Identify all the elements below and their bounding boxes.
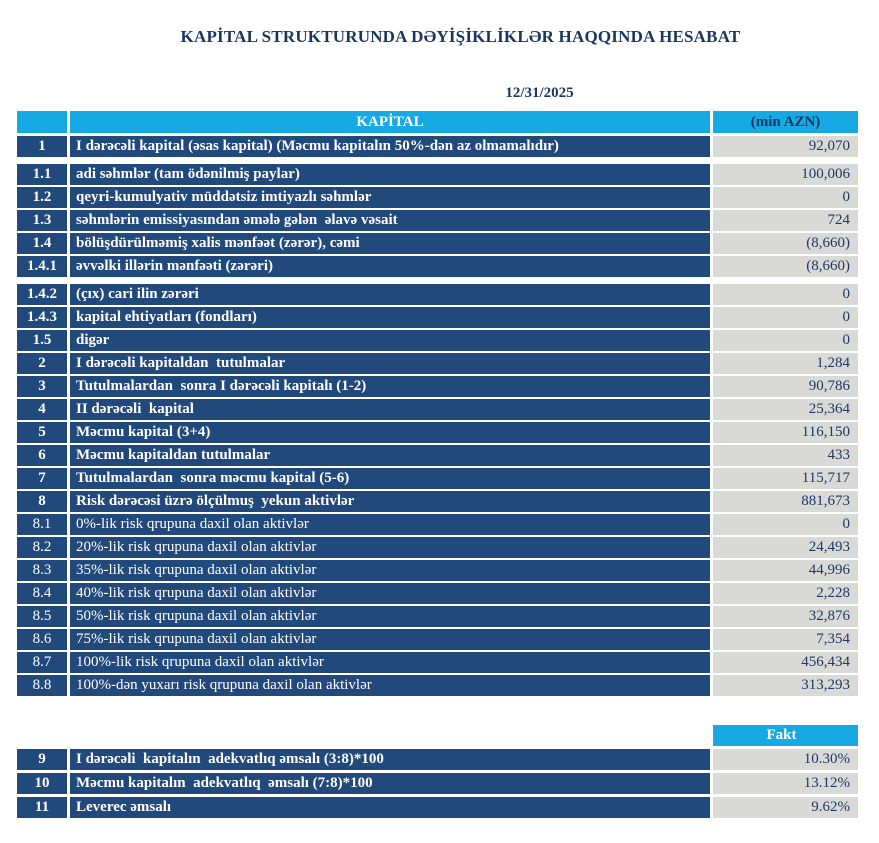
table-row [17,136,858,157]
row-number: 1.5 [17,330,67,351]
row-value: 433 [713,445,858,466]
row-value: 24,493 [713,537,858,558]
row-value: 100,006 [713,164,858,185]
table-row [17,652,858,673]
row-number: 8.7 [17,652,67,673]
table-row [17,256,858,277]
row-label: qeyri-kumulyativ müddətsiz imtiyazlı səhmlər [70,187,710,208]
row-number: 1.4 [17,233,67,254]
row-number: 2 [17,353,67,374]
row-number: 1.4.1 [17,256,67,277]
row-number: 9 [17,749,67,770]
capital-table [17,111,858,696]
row-label: (çıx) cari ilin zərəri [70,284,710,305]
row-number: 1 [17,136,67,157]
table-row [17,187,858,208]
row-label: Məcmu kapital (3+4) [70,422,710,443]
row-number: 1.3 [17,210,67,231]
row-value: 2,228 [713,583,858,604]
row-value: 32,876 [713,606,858,627]
table-row [17,491,858,512]
row-number: 4 [17,399,67,420]
table-row [17,675,858,696]
capital-table-body [17,136,858,696]
table-row [17,307,858,328]
header-number-cell [17,111,67,133]
row-number: 8.3 [17,560,67,581]
table-row [17,233,858,254]
row-label: Məcmu kapitaldan tutulmalar [70,445,710,466]
table-row [17,210,858,231]
fakt-header-row [17,725,858,746]
fakt-header-cell: Fakt [713,725,858,746]
table-row [17,353,858,374]
row-number: 1.4.3 [17,307,67,328]
row-label: səhmlərin emissiyasından əmələ gələn əlavə vəsait [70,210,710,231]
row-number: 8 [17,491,67,512]
row-value: 90,786 [713,376,858,397]
row-label: II dərəcəli kapital [70,399,710,420]
row-value: 724 [713,210,858,231]
row-label: bölüşdürülməmiş xalis mənfəət (zərər), cəmi [70,233,710,254]
row-value: 10.30% [713,749,858,770]
ratios-table-body [17,749,858,818]
row-value: 1,284 [713,353,858,374]
report-date: 12/31/2025 [505,85,574,101]
row-number: 8.1 [17,514,67,535]
row-number: 8.8 [17,675,67,696]
row-value: (8,660) [713,233,858,254]
row-label: adi səhmlər (tam ödənilmiş paylar) [70,164,710,185]
row-number: 1.2 [17,187,67,208]
table-row [17,376,858,397]
report-title: KAPİTAL STRUKTURUNDA DƏYİŞİKLİKLƏR HAQQINDA HESABAT [180,27,741,46]
table-row [17,422,858,443]
row-label: digər [70,330,710,351]
row-value: (8,660) [713,256,858,277]
header-unit-cell: (min AZN) [713,111,858,133]
row-value: 9.62% [713,797,858,818]
row-number: 1.1 [17,164,67,185]
row-number: 8.4 [17,583,67,604]
row-value: 0 [713,330,858,351]
row-label: 100%-lik risk qrupuna daxil olan aktivlər [70,652,710,673]
row-label: I dərəcəli kapital (əsas kapital) (Məcmu kapitalın 50%-dən az olmamalıdır) [70,136,710,157]
row-value: 313,293 [713,675,858,696]
table-row [17,468,858,489]
row-value: 92,070 [713,136,858,157]
row-number: 1.4.2 [17,284,67,305]
ratios-table [17,725,858,818]
row-number: 3 [17,376,67,397]
row-label: Məcmu kapitalın adekvatlıq əmsalı (7:8)*100 [70,773,710,794]
table-row [17,284,858,305]
table-row [17,629,858,650]
fakt-header-spacer [17,725,710,746]
row-number: 8.6 [17,629,67,650]
header-capital-cell: KAPİTAL [70,111,710,133]
row-value: 0 [713,187,858,208]
row-label: Leverec əmsalı [70,797,710,818]
table-row [17,399,858,420]
row-label: 75%-lik risk qrupuna daxil olan aktivlər [70,629,710,650]
row-value: 116,150 [713,422,858,443]
table-row [17,583,858,604]
row-label: Tutulmalardan sonra I dərəcəli kapitalı (1-2) [70,376,710,397]
table-row [17,560,858,581]
row-label: əvvəlki illərin mənfəəti (zərəri) [70,256,710,277]
row-number: 11 [17,797,67,818]
table-row [17,330,858,351]
row-value: 456,434 [713,652,858,673]
row-value: 13.12% [713,773,858,794]
row-label: I dərəcəli kapitaldan tutulmalar [70,353,710,374]
table-row [17,514,858,535]
table-row [17,164,858,185]
row-number: 5 [17,422,67,443]
row-label: Risk dərəcəsi üzrə ölçülmuş yekun aktivlər [70,491,710,512]
table-row [17,445,858,466]
row-number: 8.2 [17,537,67,558]
table-row [17,749,858,770]
row-label: 0%-lik risk qrupuna daxil olan aktivlər [70,514,710,535]
table-header-row [17,111,858,133]
row-value: 115,717 [713,468,858,489]
row-value: 7,354 [713,629,858,650]
row-value: 881,673 [713,491,858,512]
table-row [17,606,858,627]
row-label: 40%-lik risk qrupuna daxil olan aktivlər [70,583,710,604]
row-number: 8.5 [17,606,67,627]
row-label: 35%-lik risk qrupuna daxil olan aktivlər [70,560,710,581]
row-value: 0 [713,284,858,305]
row-label: kapital ehtiyatları (fondları) [70,307,710,328]
row-label: 20%-lik risk qrupuna daxil olan aktivlər [70,537,710,558]
row-number: 10 [17,773,67,794]
row-label: 100%-dən yuxarı risk qrupuna daxil olan aktivlər [70,675,710,696]
row-label: 50%-lik risk qrupuna daxil olan aktivlər [70,606,710,627]
row-value: 25,364 [713,399,858,420]
row-value: 44,996 [713,560,858,581]
row-value: 0 [713,514,858,535]
row-number: 6 [17,445,67,466]
row-number: 7 [17,468,67,489]
row-label: I dərəcəli kapitalın adekvatlıq əmsalı (3:8)*100 [70,749,710,770]
table-row [17,797,858,818]
row-value: 0 [713,307,858,328]
row-label: Tutulmalardan sonra məcmu kapital (5-6) [70,468,710,489]
table-row [17,537,858,558]
table-row [17,773,858,794]
